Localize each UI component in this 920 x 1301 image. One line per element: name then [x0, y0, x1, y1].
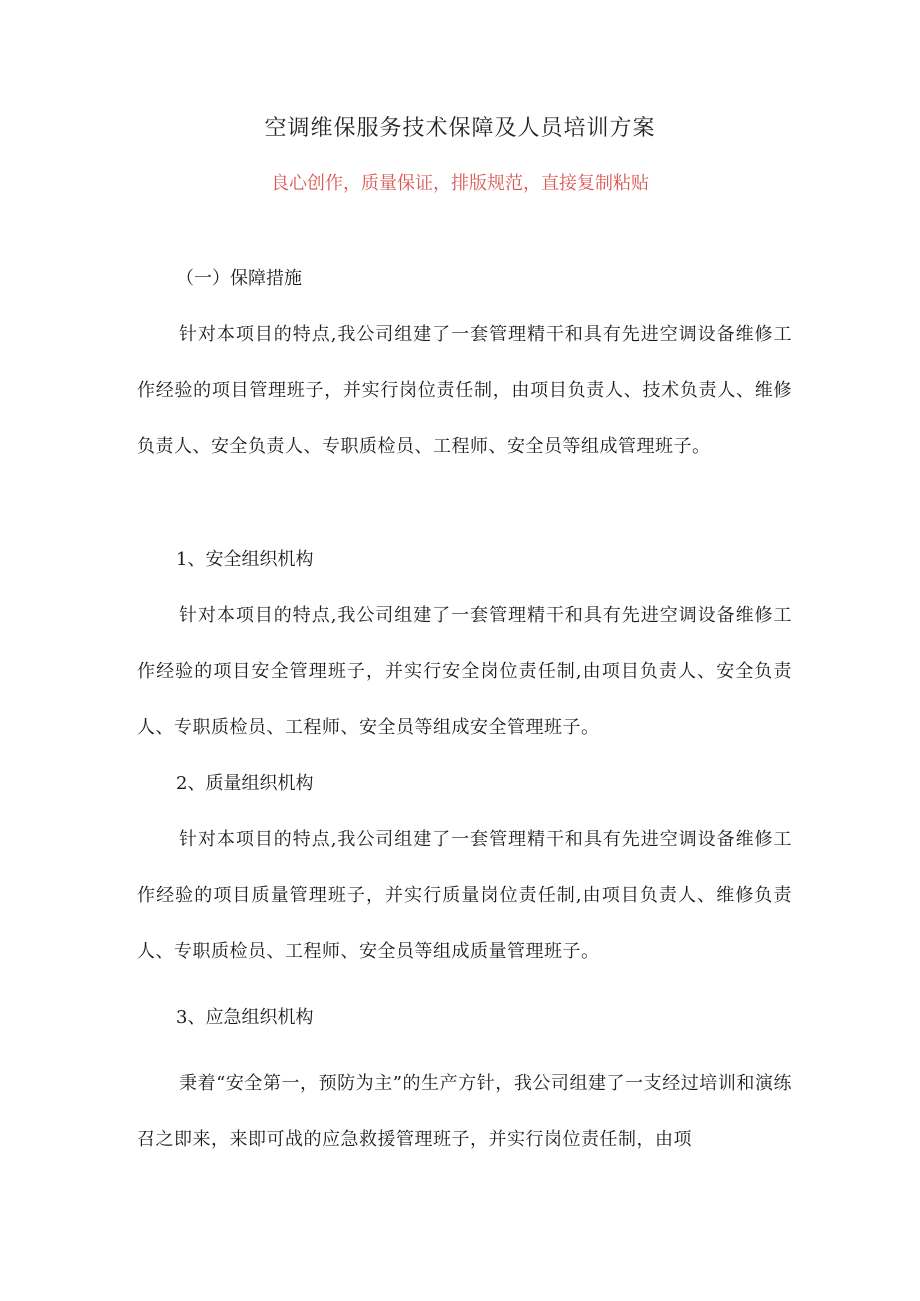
- section-heading-emergency-organization: 3、应急组织机构: [176, 1007, 314, 1028]
- section-paragraph-guarantee-measures: 针对本项目的特点,我公司组建了一套管理精干和具有先进空调设备维修工作经验的项目管理班子，并实行岗位责任制，由项目负责人、技术负责人、维修负责人、安全负责人、专职质检员、工程师、安全员等组成管理班子。: [137, 324, 792, 457]
- section-heading-guarantee-measures: （一）保障措施: [176, 268, 302, 289]
- document-title: 空调维保服务技术保障及人员培训方案: [264, 116, 656, 141]
- section-heading-safety-organization: 1、安全组织机构: [176, 549, 314, 570]
- section-paragraph-quality-organization: 针对本项目的特点,我公司组建了一套管理精干和具有先进空调设备维修工作经验的项目质量管理班子，并实行质量岗位责任制,由项目负责人、维修负责人、专职质检员、工程师、安全员等组成质量管理班子。: [137, 829, 792, 962]
- section-paragraph-emergency-organization: 秉着“安全第一，预防为主”的生产方针，我公司组建了一支经过培训和演练召之即来，来即可战的应急救援管理班子，并实行岗位责任制，由项: [137, 1073, 792, 1150]
- document-subtitle: 良心创作，质量保证，排版规范，直接复制粘贴: [271, 173, 649, 194]
- section-paragraph-safety-organization: 针对本项目的特点,我公司组建了一套管理精干和具有先进空调设备维修工作经验的项目安全管理班子，并实行安全岗位责任制,由项目负责人、安全负责人、专职质检员、工程师、安全员等组成安全管理班子。: [137, 605, 792, 738]
- section-heading-quality-organization: 2、质量组织机构: [176, 773, 314, 794]
